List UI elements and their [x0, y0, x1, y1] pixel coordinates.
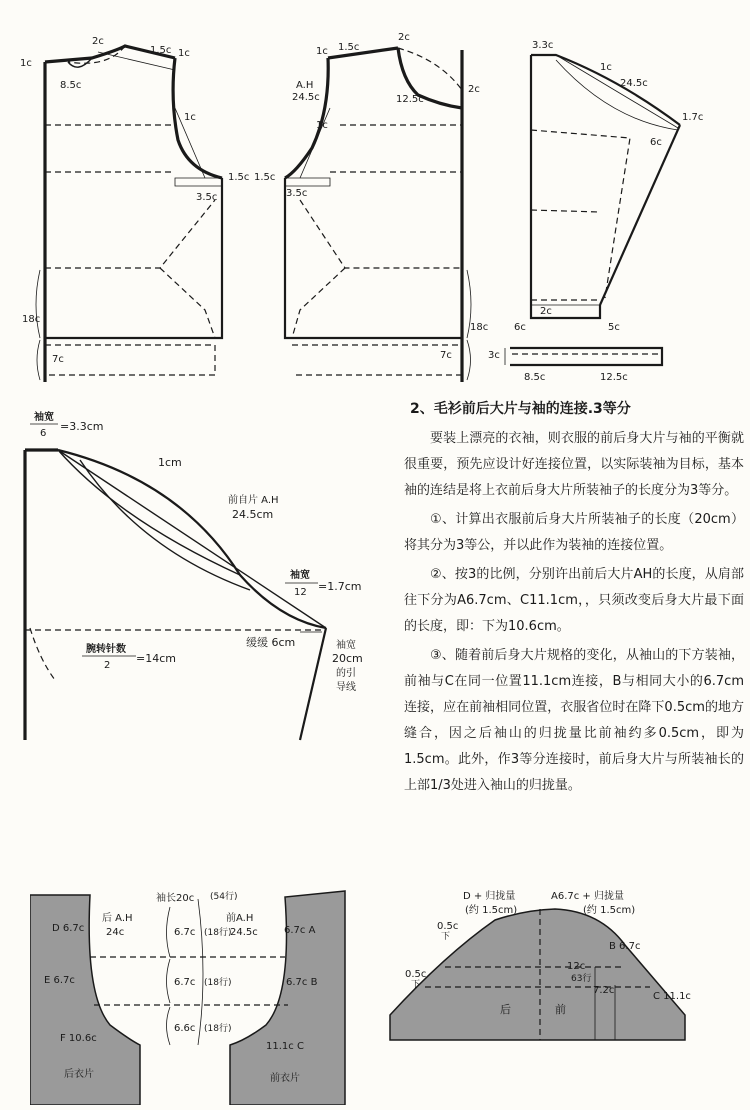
svg-text:12: 12 — [294, 587, 307, 598]
svg-text:2c: 2c — [540, 306, 552, 317]
article-text — [404, 398, 744, 802]
ease-shape — [390, 909, 685, 1040]
svg-text:1c: 1c — [178, 48, 190, 59]
svg-text:的引: 的引 — [336, 668, 356, 679]
svg-text:下: 下 — [411, 980, 421, 990]
armhole-division-figure — [30, 885, 380, 1105]
svg-text:1.5c: 1.5c — [228, 172, 250, 183]
cap-draft-labels — [30, 410, 363, 693]
article-paragraph: ③、随着前后身大片规格的变化，从袖山的下方装袖，前袖与C在同一位置11.1cm连接，B与相同大小的6.7cm连接，应在前袖相同位置，衣服省位时在降下0.5cm的地方缝合，因之后袖山的归拢量比前袖约多0.5cm，即为1.5cm。此外，作3等分连接时，前后身大片与所装袖长的上部1/3处进入袖山的归拢量。 — [404, 648, 744, 793]
svg-text:8.5c: 8.5c — [60, 80, 82, 91]
svg-text:2c: 2c — [92, 36, 104, 47]
svg-text:缓缓 6cm: 缓缓 6cm — [246, 636, 296, 649]
svg-text:袖宽: 袖宽 — [336, 640, 356, 651]
svg-text:1c: 1c — [600, 62, 612, 73]
svg-text:7c: 7c — [52, 354, 64, 365]
article-paragraph: ①、计算出衣服前后身大片所装袖子的长度（20cm）将其分为3等公，并以此作为装袖的连接位置。 — [404, 512, 744, 553]
svg-text:1.5c: 1.5c — [254, 172, 276, 183]
svg-text:D 6.7c: D 6.7c — [52, 923, 85, 934]
svg-text:A6.7c + 归拢量: A6.7c + 归拢量 — [551, 891, 624, 902]
svg-text:24.5c: 24.5c — [230, 927, 258, 938]
svg-text:6: 6 — [40, 428, 47, 439]
svg-text:A.H: A.H — [296, 80, 314, 91]
svg-text:24c: 24c — [106, 927, 125, 938]
sleeve-cap-draft-figure — [0, 400, 395, 745]
svg-text:12.5c: 12.5c — [396, 94, 424, 105]
svg-text:(约 1.5cm): (约 1.5cm) — [465, 905, 518, 916]
svg-text:24.5c: 24.5c — [620, 78, 648, 89]
back-body-labels — [254, 32, 488, 361]
svg-text:12.5c: 12.5c — [600, 372, 628, 383]
svg-text:11.1c C: 11.1c C — [266, 1041, 304, 1052]
svg-text:3.5c: 3.5c — [286, 188, 308, 199]
svg-text:后衣片: 后衣片 — [64, 1069, 94, 1080]
svg-text:前衣片: 前衣片 — [270, 1073, 300, 1084]
svg-text:2c: 2c — [468, 84, 480, 95]
svg-text:7c: 7c — [440, 350, 452, 361]
svg-text:2: 2 — [104, 660, 111, 671]
svg-text:袖长20c: 袖长20c — [156, 893, 195, 904]
svg-text:D + 归拢量: D + 归拢量 — [463, 891, 516, 902]
svg-text:0.5c: 0.5c — [405, 969, 427, 980]
svg-text:1.5c: 1.5c — [150, 45, 172, 56]
cap-draft-lines — [25, 450, 326, 740]
svg-text:63行: 63行 — [571, 974, 592, 984]
svg-text:前A.H: 前A.H — [226, 913, 254, 924]
svg-text:(18行): (18行) — [204, 978, 232, 988]
svg-text:12c: 12c — [567, 961, 586, 972]
svg-text:3.5c: 3.5c — [196, 192, 218, 203]
svg-text:前: 前 — [555, 1003, 566, 1016]
svg-text:导线: 导线 — [336, 682, 356, 693]
sleeve-cap-ease-figure — [385, 885, 745, 1065]
svg-text:6.7c: 6.7c — [174, 927, 196, 938]
svg-text:20cm: 20cm — [332, 652, 363, 665]
front-body-piece — [36, 46, 222, 382]
article-paragraph: ②、按3的比例，分别许出前后大片AH的长度，从肩部往下分为A6.7cm、C11.1cm，，只须改变后身大片最下面的长度，即：下为10.6cm。 — [404, 567, 744, 634]
sleeve-piece — [505, 55, 680, 365]
svg-text:前自片 A.H: 前自片 A.H — [228, 495, 279, 506]
svg-text:腕转针数: 腕转针数 — [86, 644, 126, 655]
svg-text:1.7c: 1.7c — [682, 112, 704, 123]
svg-text:24.5cm: 24.5cm — [232, 508, 274, 521]
svg-text:6c: 6c — [650, 137, 662, 148]
svg-text:B 6.7c: B 6.7c — [609, 941, 641, 952]
svg-text:3.3c: 3.3c — [532, 40, 554, 51]
svg-text:(18行): (18行) — [204, 928, 232, 938]
svg-text:5c: 5c — [608, 322, 620, 333]
svg-text:(54行): (54行) — [210, 892, 238, 902]
svg-text:=1.7cm: =1.7cm — [318, 580, 362, 593]
svg-text:6.7c B: 6.7c B — [286, 977, 318, 988]
svg-text:1cm: 1cm — [158, 456, 182, 469]
article-heading: 2、毛衫前后大片与袖的连接.3等分 — [410, 401, 631, 417]
svg-text:6.7c A: 6.7c A — [284, 925, 316, 936]
svg-text:6.7c: 6.7c — [174, 977, 196, 988]
svg-text:6.6c: 6.6c — [174, 1023, 196, 1034]
svg-text:F 10.6c: F 10.6c — [60, 1033, 97, 1044]
svg-text:1c: 1c — [316, 46, 328, 57]
svg-text:7.2c: 7.2c — [593, 985, 615, 996]
front-body-labels — [20, 36, 249, 365]
svg-text:=3.3cm: =3.3cm — [60, 420, 104, 433]
svg-text:1c: 1c — [316, 120, 328, 131]
svg-text:C 11.1c: C 11.1c — [653, 991, 691, 1002]
svg-text:=14cm: =14cm — [136, 652, 176, 665]
svg-text:E 6.7c: E 6.7c — [44, 975, 75, 986]
svg-text:1c: 1c — [20, 58, 32, 69]
svg-text:下: 下 — [441, 932, 451, 942]
svg-text:3c: 3c — [488, 350, 500, 361]
svg-text:1.5c: 1.5c — [338, 42, 360, 53]
svg-text:袖宽: 袖宽 — [290, 570, 310, 581]
svg-text:6c: 6c — [514, 322, 526, 333]
svg-text:18c: 18c — [470, 322, 489, 333]
svg-text:袖宽: 袖宽 — [34, 412, 54, 423]
svg-text:后: 后 — [500, 1003, 511, 1016]
svg-text:1c: 1c — [184, 112, 196, 123]
article-paragraph: 要装上漂亮的衣袖，则衣服的前后身大片与袖的平衡就很重要，预先应设计好连接位置，以实际装袖为目标，基本袖的连结是将上衣前后身大片所装袖子的长度分为3等分。 — [404, 431, 744, 498]
svg-text:0.5c: 0.5c — [437, 921, 459, 932]
svg-text:(18行): (18行) — [204, 1024, 232, 1034]
svg-text:2c: 2c — [398, 32, 410, 43]
svg-text:24.5c: 24.5c — [292, 92, 320, 103]
svg-text:后 A.H: 后 A.H — [102, 913, 133, 924]
svg-text:8.5c: 8.5c — [524, 372, 546, 383]
svg-text:(约 1.5cm): (约 1.5cm) — [583, 905, 636, 916]
svg-text:18c: 18c — [22, 314, 41, 325]
top-pattern-figure — [0, 0, 750, 395]
